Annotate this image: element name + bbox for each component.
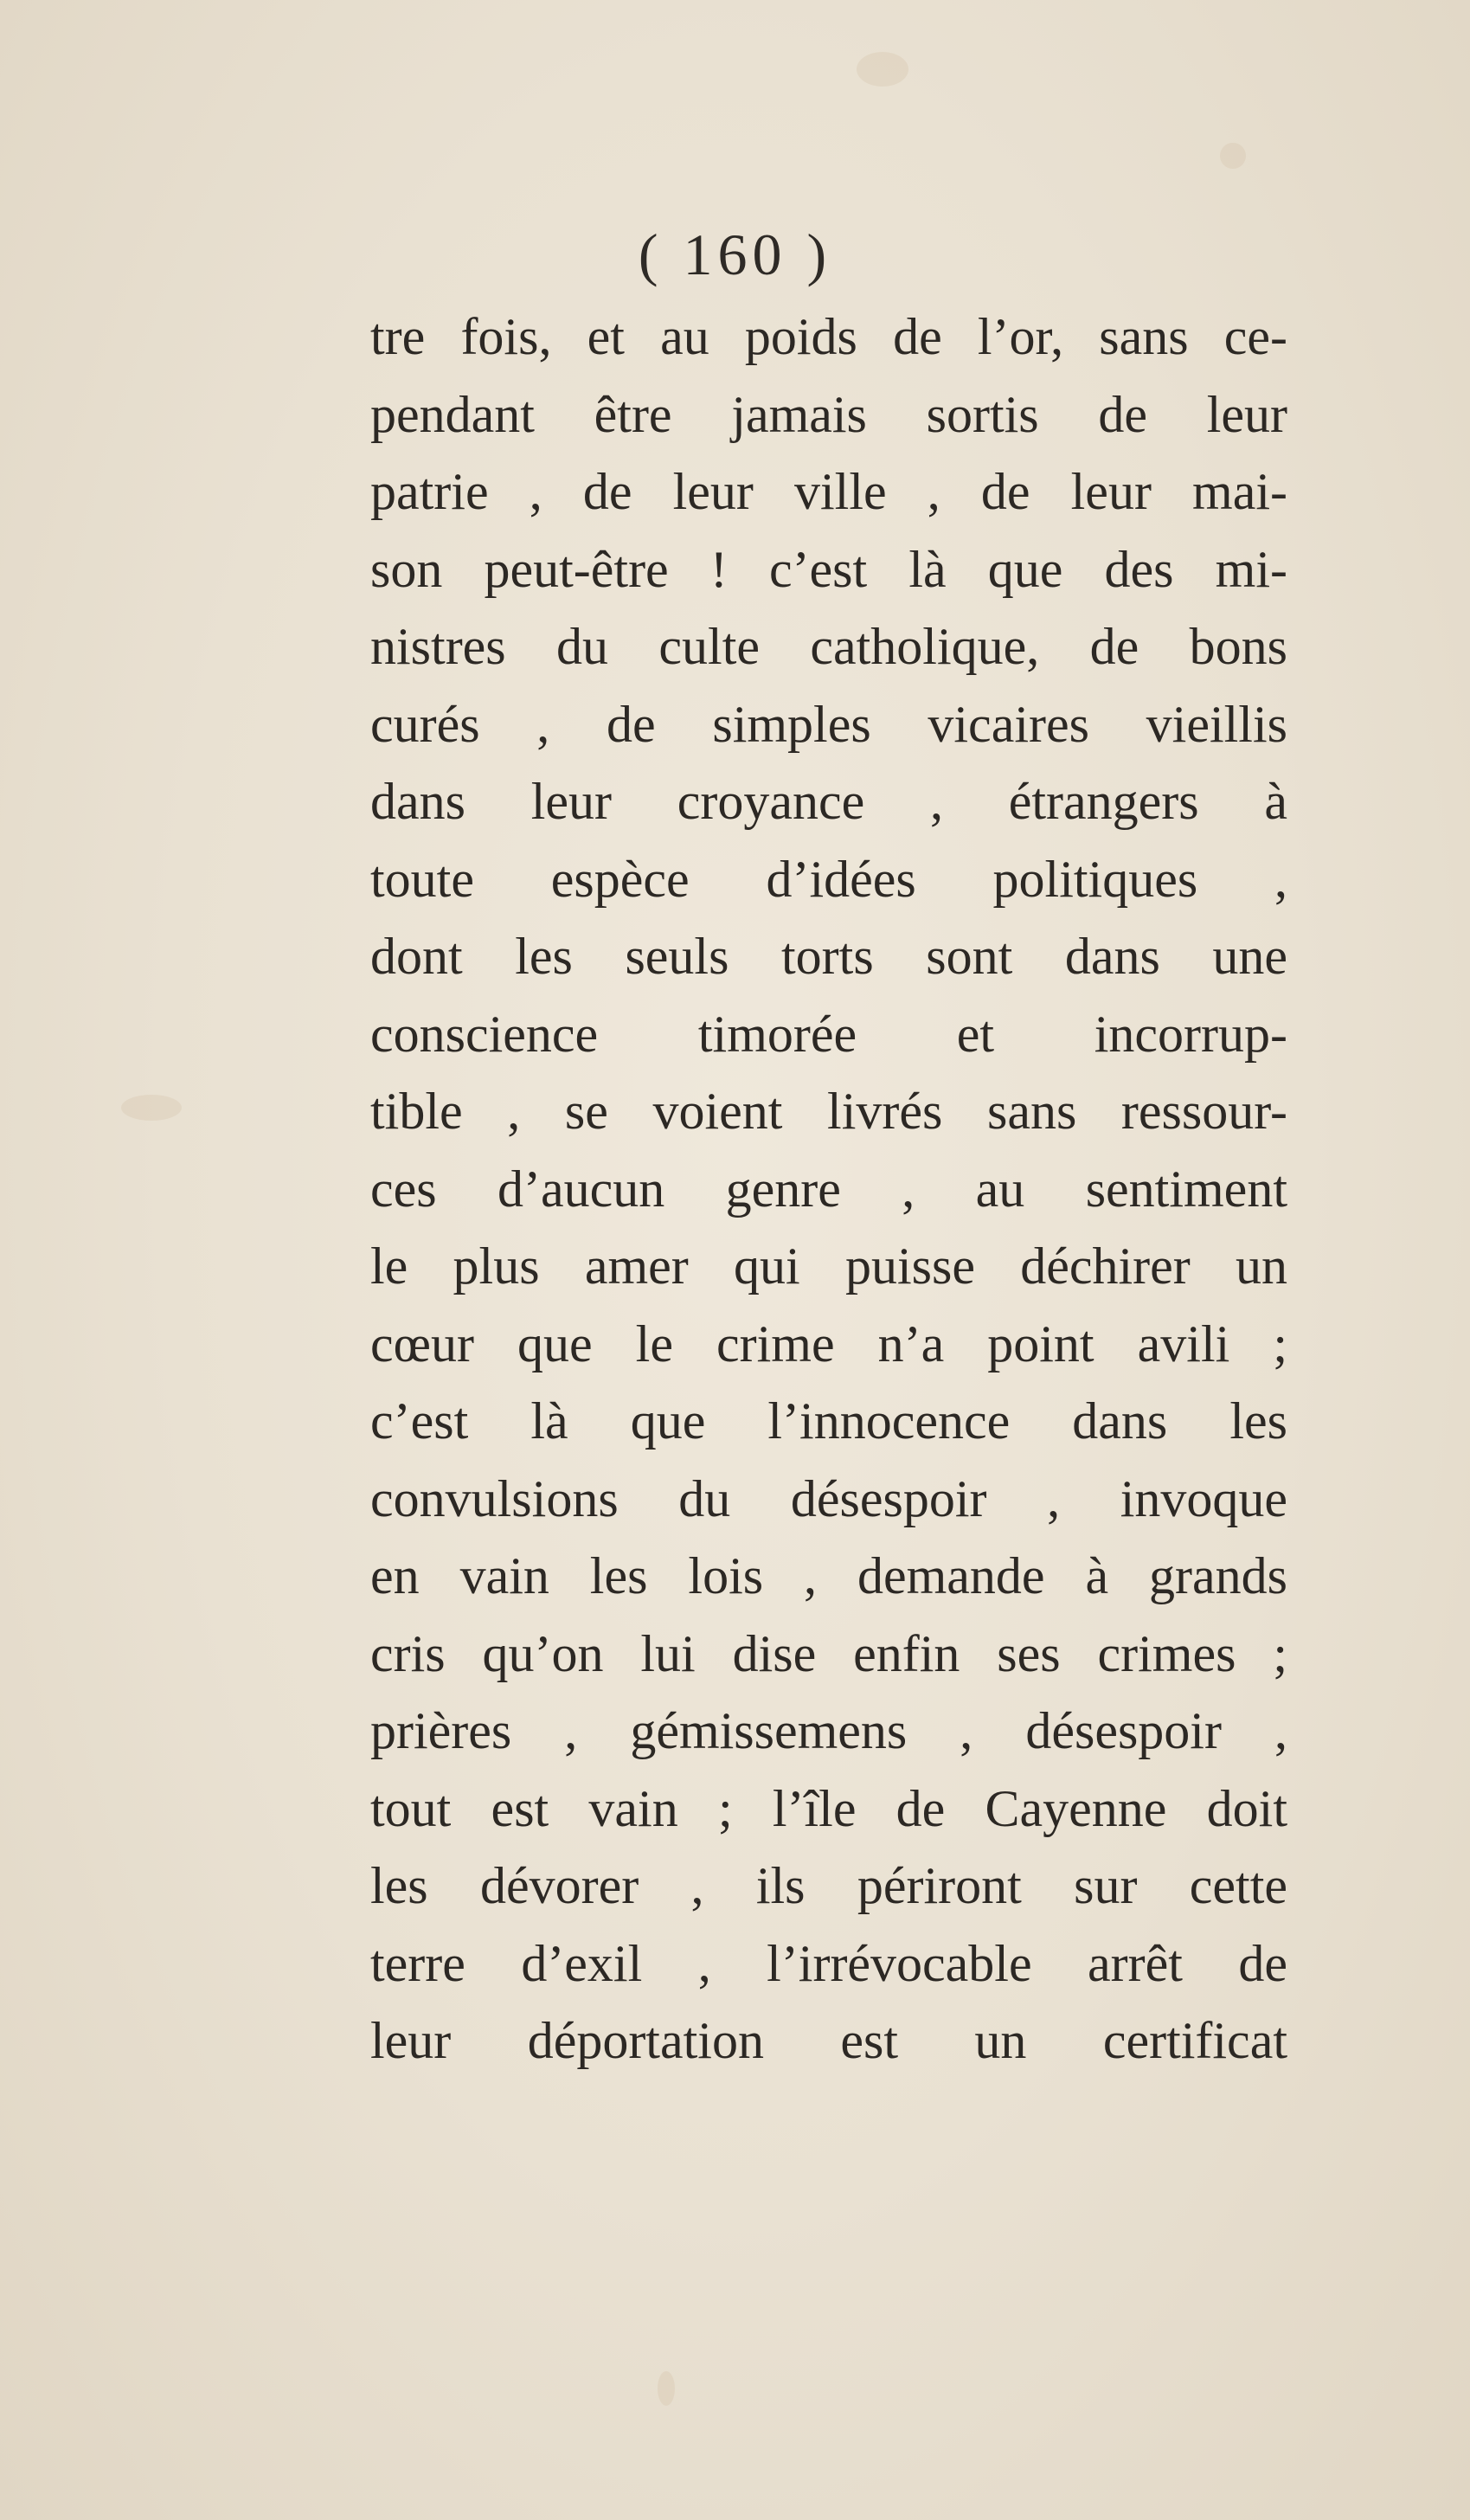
text-line: patrie , de leur ville , de leur mai- [370, 463, 1287, 520]
paper-stain [857, 52, 908, 87]
text-line: tout est vain ; l’île de Cayenne doit [370, 1779, 1287, 1837]
body-text [370, 299, 1287, 2080]
paper-stain [658, 2371, 675, 2406]
paper-stain [121, 1095, 182, 1121]
text-line: terre d’exil , l’irrévocable arrêt de [370, 1934, 1287, 1992]
text-line: son peut-être ! c’est là que des mi- [370, 540, 1287, 598]
text-line: cœur que le crime n’a point avili ; [370, 1315, 1287, 1372]
text-line: cris qu’on lui dise enfin ses crimes ; [370, 1624, 1287, 1682]
text-line: prières , gémissemens , désespoir , [370, 1702, 1287, 1759]
text-line: conscience timorée et incorrup- [370, 1005, 1287, 1063]
text-line: tre fois, et au poids de l’or, sans ce- [370, 308, 1287, 365]
text-line: toute espèce d’idées politiques , [370, 850, 1287, 908]
text-line: nistres du culte catholique, de bons [370, 618, 1287, 675]
text-line: en vain les lois , demande à grands [370, 1547, 1287, 1604]
text-line: curés , de simples vicaires vieillis [370, 695, 1287, 753]
text-line: dans leur croyance , étrangers à [370, 773, 1287, 830]
text-line: convulsions du désespoir , invoque [370, 1469, 1287, 1527]
paper-stain [1220, 143, 1246, 169]
text-line: le plus amer qui puisse déchirer un [370, 1238, 1287, 1295]
text-line: les dévorer , ils périront sur cette [370, 1857, 1287, 1914]
text-line: leur déportation est un certificat [370, 2012, 1287, 2069]
text-line: c’est là que l’innocence dans les [370, 1392, 1287, 1450]
text-line: dont les seuls torts sont dans une [370, 928, 1287, 985]
text-line: tible , se voient livrés sans ressour- [370, 1083, 1287, 1140]
page-number: ( 160 ) [638, 222, 832, 287]
text-line: ces d’aucun genre , au sentiment [370, 1160, 1287, 1218]
text-line: pendant être jamais sortis de leur [370, 385, 1287, 443]
